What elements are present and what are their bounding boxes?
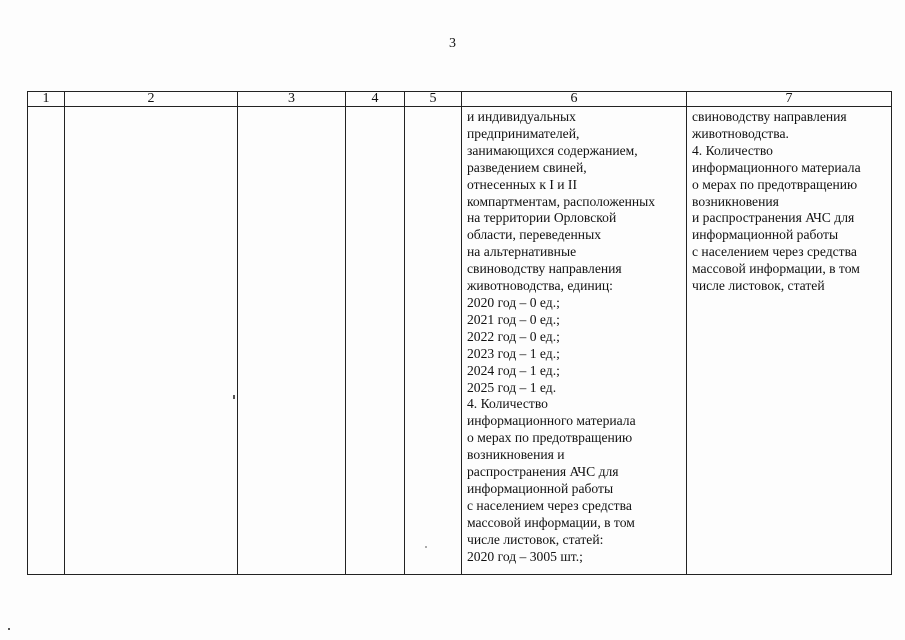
text-line: информационного материала [692,159,861,175]
text-line: массовой информации, в том [692,261,860,277]
page-number: 3 [449,36,456,51]
column-header-7: 7 [687,92,892,107]
column-header-5: 5 [405,92,462,107]
text-line: 2023 год – 1 ед.; [467,345,560,361]
text-line: информационной работы [692,227,839,243]
scan-speck [425,546,427,548]
text-line: компартментам, расположенных [467,193,656,209]
text-line: на альтернативные [467,244,577,260]
text-line: возникновения [692,193,779,209]
table-header-row [28,92,892,107]
table-row [28,107,892,575]
text-line: возникновения и [467,447,565,463]
cell-col-1 [28,107,65,575]
text-line: свиноводству направления [692,109,847,124]
text-line: разведением свиней, [467,159,587,175]
text-line: массовой информации, в том [467,514,635,530]
text-line: на территории Орловской [467,210,617,226]
cell-col-2 [65,107,238,575]
cell-col-4 [346,107,405,575]
text-line: занимающихся содержанием, [467,142,638,158]
document-table [27,91,892,575]
text-line: и индивидуальных [467,109,576,124]
text-line: 2025 год – 1 ед. [467,379,557,395]
cell-col-6 [462,107,687,575]
text-line: животноводства. [692,125,789,141]
text-line: распространения АЧС для [467,464,619,480]
text-line: 2020 год – 0 ед.; [467,294,560,310]
column-header-1: 1 [28,92,65,107]
text-line: области, переведенных [467,227,601,243]
text-line: с населением через средства [467,497,632,513]
column-header-6: 6 [462,92,687,107]
cell-col-5 [405,107,462,575]
text-line: информационной работы [467,480,614,496]
scan-speck [233,395,235,399]
text-line: о мерах по предотвращению [692,176,858,192]
text-line: 4. Количество [692,142,773,158]
text-line: 4. Количество [467,396,548,412]
text-line: 2024 год – 1 ед.; [467,362,560,378]
text-line: свиноводству направления [467,261,622,277]
cell-col-7-text [687,107,891,295]
text-line: предпринимателей, [467,125,580,141]
text-line: отнесенных к I и II [467,176,577,192]
text-line: с населением через средства [692,244,857,260]
text-line: и распространения АЧС для [692,210,855,226]
column-header-2: 2 [65,92,238,107]
cell-col-6-text [462,107,686,565]
text-line: числе листовок, статей [692,278,825,294]
scan-speck [8,628,10,630]
text-line: о мерах по предотвращению [467,430,633,446]
column-header-4: 4 [346,92,405,107]
text-line: 2020 год – 3005 шт.; [467,548,583,564]
text-line: 2021 год – 0 ед.; [467,311,560,327]
text-line: числе листовок, статей: [467,531,604,547]
cell-col-7 [687,107,892,575]
column-header-3: 3 [238,92,346,107]
text-line: 2022 год – 0 ед.; [467,328,560,344]
text-line: животноводства, единиц: [467,278,613,294]
cell-col-3 [238,107,346,575]
text-line: информационного материала [467,413,636,429]
